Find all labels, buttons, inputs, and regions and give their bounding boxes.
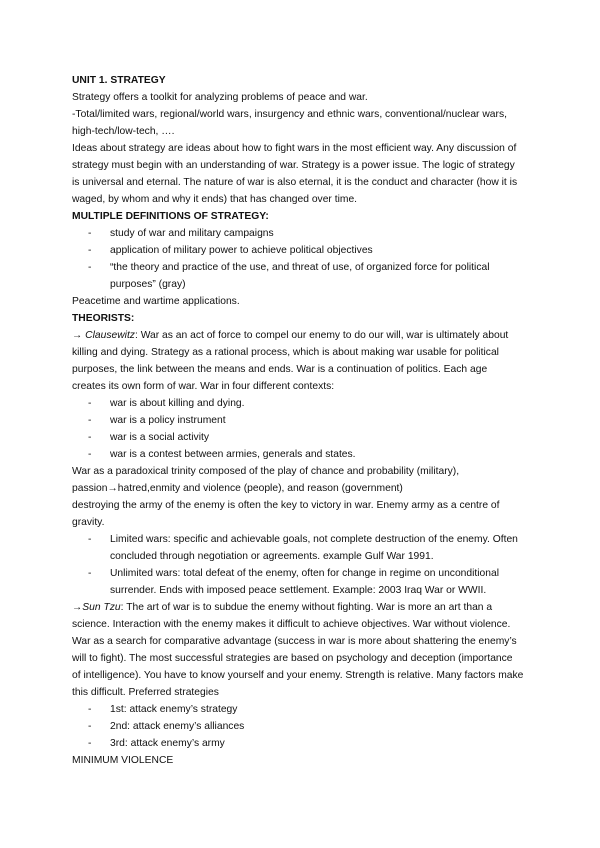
strategies-list — [72, 701, 540, 752]
paragraph-line: killing and dying. Strategy as a rational process, which is about making war usable for political — [72, 347, 499, 358]
paragraph-line: gravity. — [72, 517, 105, 528]
paragraph-line — [72, 599, 540, 616]
paragraph-line: Strategy offers a toolkit for analyzing problems of peace and war. — [72, 92, 368, 103]
paragraph-line: this difficult. Preferred strategies — [72, 687, 219, 698]
paragraph-line: creates its own form of war. War in four different contexts: — [72, 381, 335, 392]
paragraph-line: is universal and eternal. The nature of war is also eternal, it is the conduct and character (how it is — [72, 177, 518, 188]
theorist-name: Sun Tzu — [82, 602, 121, 613]
paragraph-line: War as a paradoxical trinity composed of the play of chance and probability (military), — [72, 466, 460, 477]
paragraph-line: will to fight). The most successful strategies are based on psychology and deception (importance — [72, 653, 513, 664]
list-item: - application of military power to achieve political objectives — [72, 242, 540, 259]
paragraph-line: Peacetime and wartime applications. — [72, 296, 240, 307]
list-item: - 1st: attack enemy’s strategy — [72, 701, 540, 718]
section-heading: MULTIPLE DEFINITIONS OF STRATEGY: — [72, 211, 269, 222]
arrow-glyph: → — [72, 602, 83, 613]
paragraph-line: passion→hatred,enmity and violence (people), and reason (government) — [72, 483, 403, 494]
list-item: - 3rd: attack enemy’s army — [72, 735, 540, 752]
list-item: - “the theory and practice of the use, and threat of use, of organized force for political purposes” (gray) — [72, 259, 530, 293]
paragraph-line: science. Interaction with the enemy makes it difficult to achieve objectives. War without violence. — [72, 619, 511, 630]
paragraph-text: : The art of war is to subdue the enemy without fighting. War is more an art than a — [120, 602, 493, 613]
page-title: UNIT 1. STRATEGY — [72, 75, 166, 86]
list-item: - Unlimited wars: total defeat of the enemy, often for change in regime on unconditional surrender. Ends with imposed peace settlement. Example: 2003 Iraq War or WWII. — [72, 565, 528, 599]
paragraph-line: -Total/limited wars, regional/world wars, insurgency and ethnic wars, conventional/nuclear wars, — [72, 109, 507, 120]
paragraph-line: destroying the army of the enemy is often the key to victory in war. Enemy army as a centre of — [72, 500, 500, 511]
list-item: - war is about killing and dying. — [72, 395, 540, 412]
paragraph-line: purposes, the link between the means and ends. War is a continuation of politics. Each age — [72, 364, 488, 375]
war-types-list — [72, 531, 540, 599]
list-item: - war is a social activity — [72, 429, 540, 446]
paragraph-line: War as a search for comparative advantage (success in war is more about shattering the enemy’s — [72, 636, 517, 647]
list-item: - study of war and military campaigns — [72, 225, 540, 242]
theorist-name: Clausewitz — [85, 330, 135, 341]
contexts-list — [72, 395, 540, 463]
paragraph-line — [72, 327, 540, 344]
paragraph-line: waged, by whom and why it ends) that has changed over time. — [72, 194, 358, 205]
section-heading: THEORISTS: — [72, 313, 135, 324]
list-item: - war is a contest between armies, generals and states. — [72, 446, 540, 463]
paragraph-line: Ideas about strategy are ideas about how to fight wars in the most efficient way. Any discussion of — [72, 143, 517, 154]
closing-heading: MINIMUM VIOLENCE — [72, 755, 174, 766]
paragraph-line: high-tech/low-tech, …. — [72, 126, 175, 137]
list-item: - Limited wars: specific and achievable goals, not complete destruction of the enemy. Often concluded through negotiation or agreements. example Gulf War 1991. — [72, 531, 528, 565]
paragraph-line: strategy must begin with an understanding of war. Strategy is a power issue. The logic of strategy — [72, 160, 515, 171]
paragraph-line: of intelligence). You have to know yourself and your enemy. Strength is relative. Many factors make — [72, 670, 524, 681]
paragraph-text: : War as an act of force to compel our enemy to do our will, war is ultimately about — [134, 330, 509, 341]
list-item: - war is a policy instrument — [72, 412, 540, 429]
arrow-glyph: → — [72, 330, 86, 341]
definitions-list — [72, 225, 540, 293]
list-item: - 2nd: attack enemy’s alliances — [72, 718, 540, 735]
